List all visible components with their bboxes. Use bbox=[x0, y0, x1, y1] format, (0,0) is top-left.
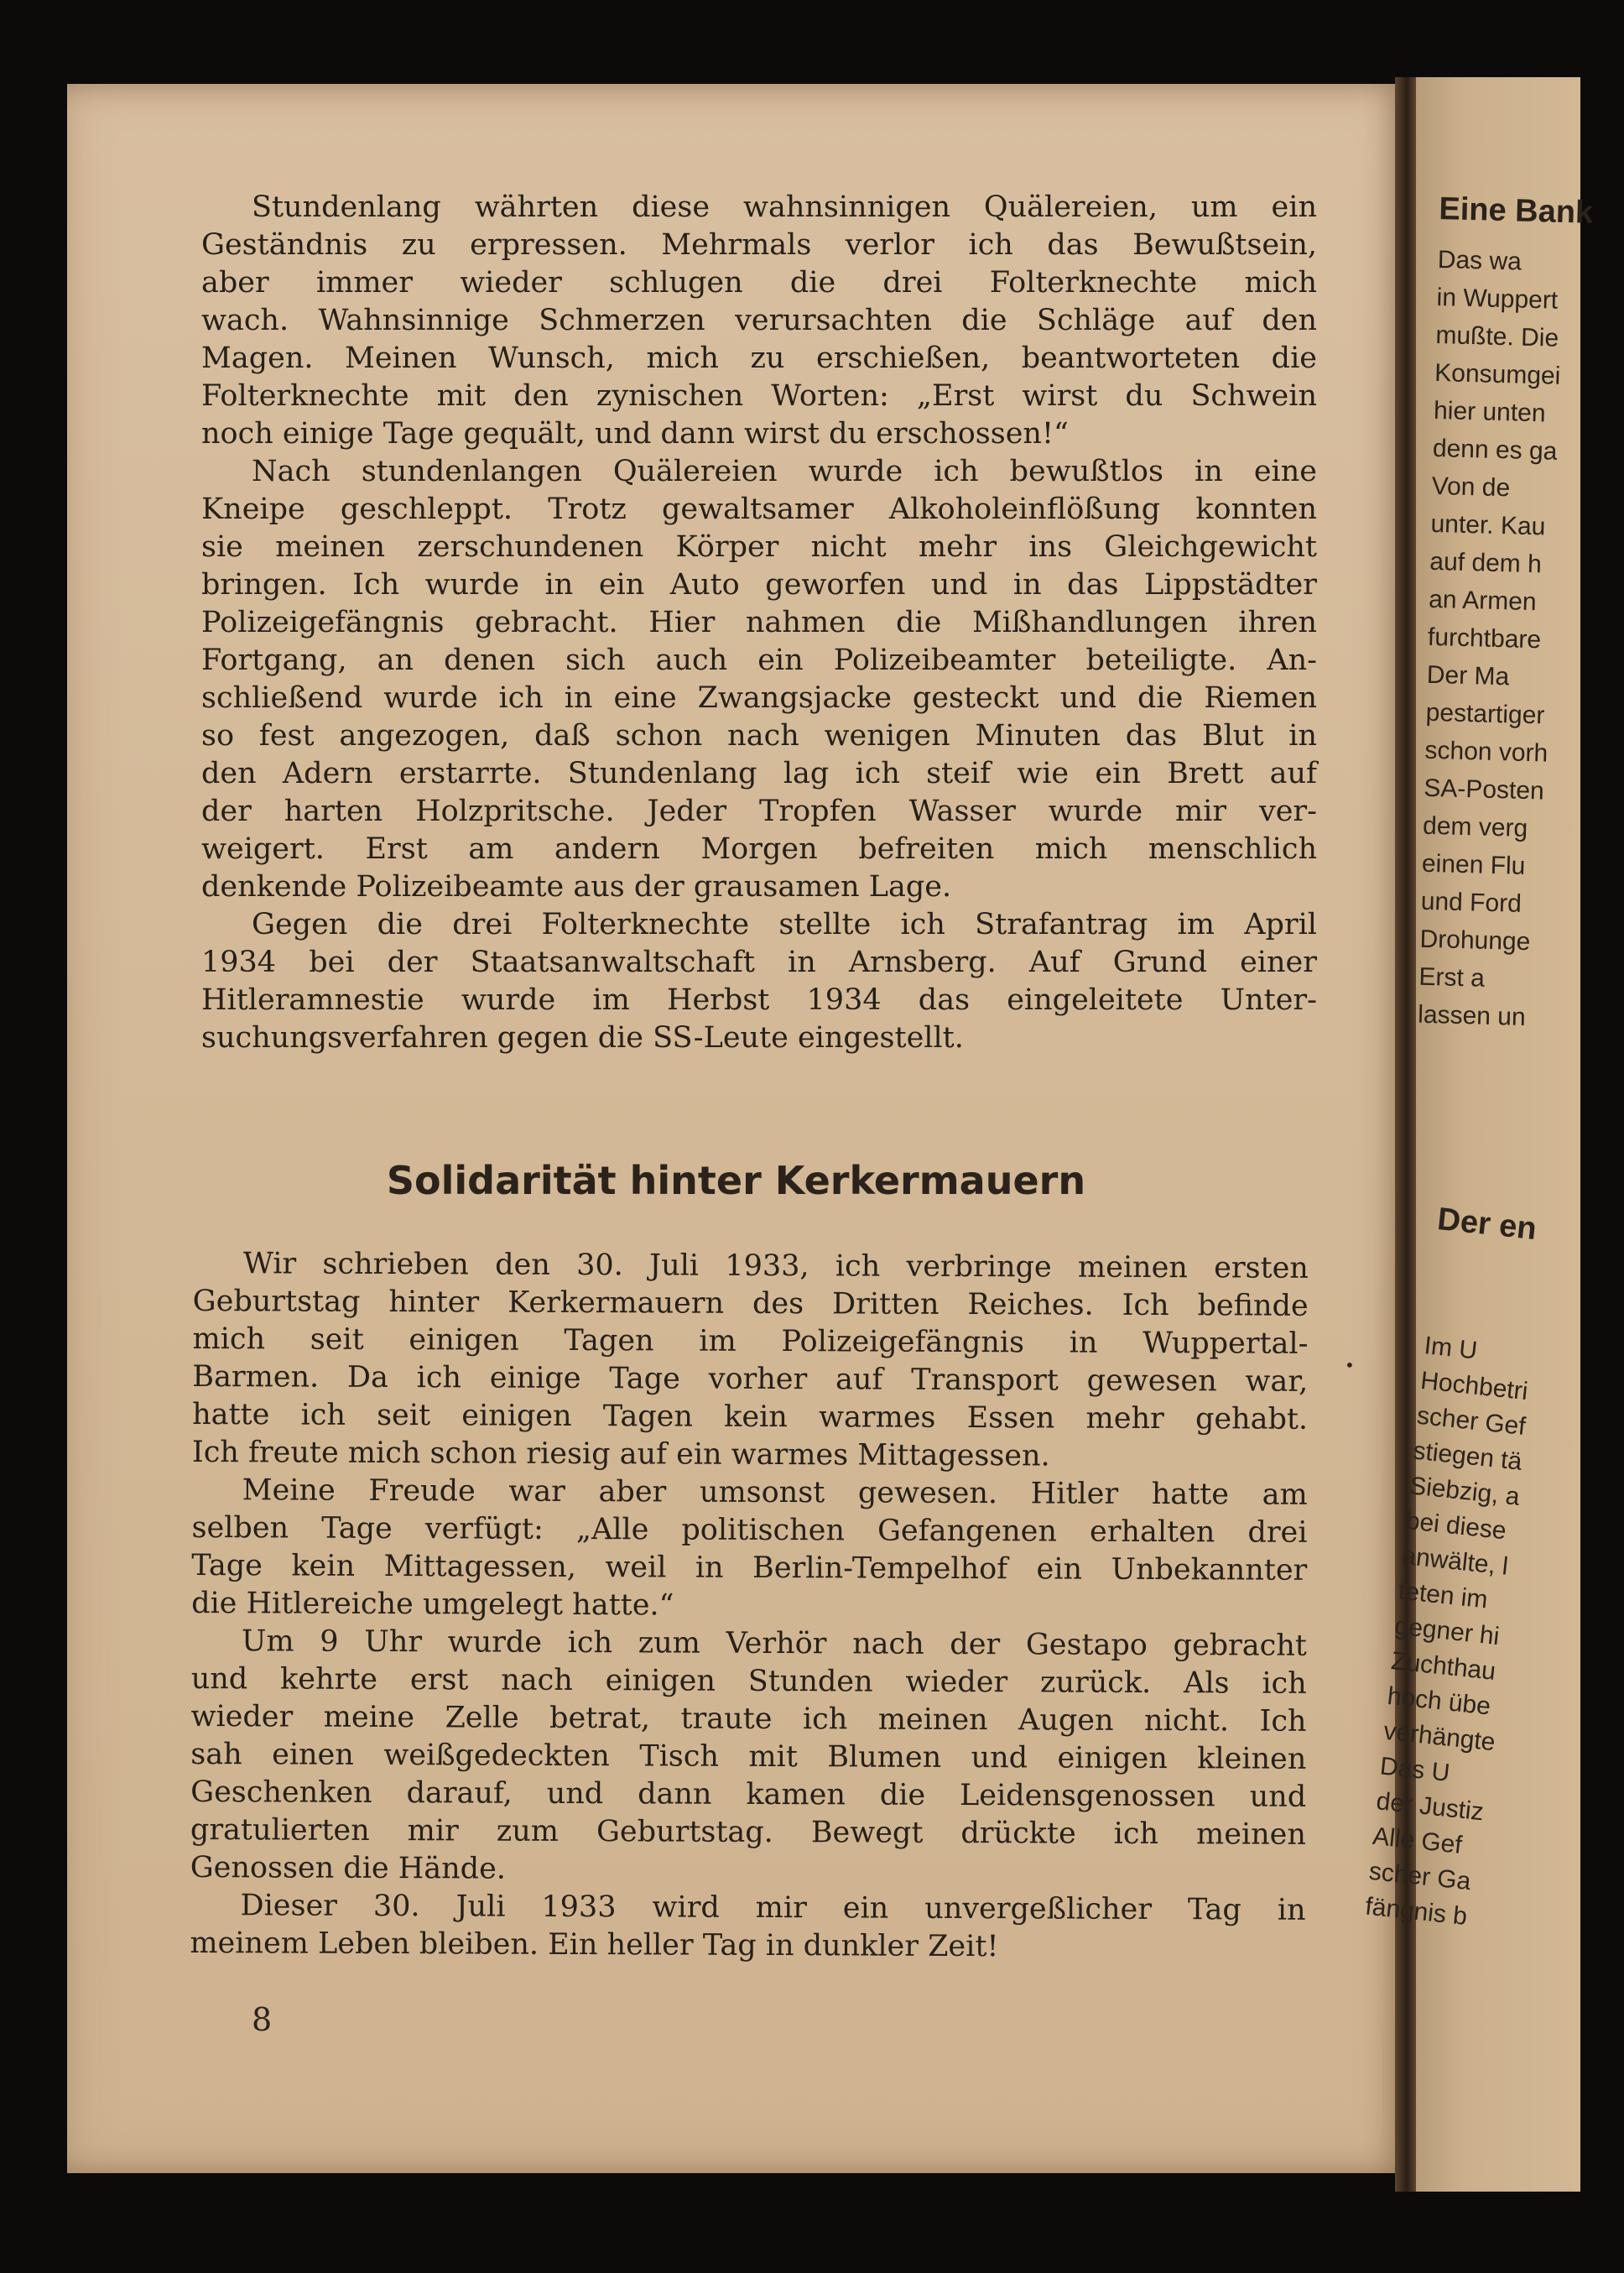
text-line: Konsumgei bbox=[1434, 358, 1561, 390]
text-line: selben Tage verfügt: „Alle politischen Gefangenen erhalten drei bbox=[191, 1510, 1308, 1550]
right-page-top-text bbox=[1418, 190, 1624, 1038]
text-line: Fortgang, an denen sich auch ein Polizeibeamter beteiligte. An- bbox=[201, 644, 1317, 677]
text-line: suchungsverfahren gegen die SS-Leute eingestellt. bbox=[201, 1021, 964, 1055]
text-block-top bbox=[201, 189, 1317, 1057]
text-line: pestartiger bbox=[1425, 698, 1545, 730]
paragraph bbox=[190, 1887, 1305, 1968]
text-line: SA-Posten bbox=[1423, 774, 1545, 805]
text-line: furchtbare bbox=[1427, 623, 1542, 654]
text-block-bottom bbox=[190, 1245, 1309, 1968]
text-line: Siebzig, a bbox=[1408, 1472, 1522, 1511]
text-line: verhängte bbox=[1382, 1717, 1497, 1757]
text-line: gratulierten mir zum Geburtstag. Bewegt drückte ich meinen bbox=[190, 1812, 1307, 1852]
text-line: Magen. Meinen Wunsch, mich zu erschießen, beantworteten die bbox=[201, 341, 1317, 375]
text-line: wieder meine Zelle betrat, traute ich meinen Augen nicht. Ich bbox=[190, 1699, 1307, 1739]
text-line: hoch übe bbox=[1386, 1681, 1492, 1721]
text-line: in Wuppert bbox=[1436, 283, 1559, 315]
page-number: 8 bbox=[252, 2001, 273, 2038]
text-line: Dieser 30. Juli 1933 wird mir ein unvergeßlicher Tag in bbox=[240, 1889, 1306, 1927]
text-line: teten im bbox=[1397, 1577, 1490, 1614]
text-line: mich seit einigen Tagen im Polizeigefängnis in Wuppertal- bbox=[192, 1322, 1309, 1361]
text-line: Gegen die drei Folterknechte stellte ich Strafantrag im April bbox=[252, 908, 1317, 941]
text-line: Hochbetri bbox=[1418, 1366, 1530, 1406]
text-line: Geständnis zu erpressen. Mehrmals verlor ich das Bewußtsein, bbox=[201, 228, 1317, 262]
text-line: wach. Wahnsinnige Schmerzen verursachten die Schläge auf den bbox=[201, 304, 1317, 337]
text-line: Nach stundenlangen Quälereien wurde ich bewußtlos in eine bbox=[252, 455, 1317, 488]
text-line: scher Gef bbox=[1415, 1401, 1528, 1441]
text-line: Ich freute mich schon riesig auf ein warmes Mittagessen. bbox=[191, 1435, 1050, 1473]
text-line: einen Flu bbox=[1421, 849, 1526, 880]
text-line: meinem Leben bleiben. Ein heller Tag in dunkler Zeit! bbox=[190, 1926, 999, 1964]
paragraph bbox=[201, 189, 1317, 453]
text-line: bei diese bbox=[1404, 1506, 1508, 1546]
text-line: Alle Gef bbox=[1371, 1822, 1464, 1859]
text-line: sah einen weißgedeckten Tisch mit Blumen und einigen kleinen bbox=[190, 1737, 1307, 1776]
right-page bbox=[1364, 77, 1594, 2192]
text-line: scher Ga bbox=[1367, 1857, 1472, 1896]
text-line: Erst a bbox=[1418, 962, 1486, 993]
text-line: weigert. Erst am andern Morgen befreiten mich menschlich bbox=[201, 832, 1317, 866]
text-line: Das U bbox=[1378, 1752, 1451, 1787]
text-line: Kneipe geschleppt. Trotz gewaltsamer Alkoholeinflößung konnten bbox=[201, 493, 1317, 526]
text-line: unter. Kau bbox=[1430, 509, 1546, 541]
text-line: so fest angezogen, daß schon nach wenigen Minuten das Blut in bbox=[201, 719, 1317, 753]
text-line: Von de bbox=[1431, 472, 1511, 503]
text-line: Drohunge bbox=[1419, 925, 1531, 957]
paragraph bbox=[190, 1623, 1307, 1892]
text-line: aber immer wieder schlugen die drei Folterknechte mich bbox=[201, 266, 1317, 300]
text-line: die Hitlereiche umgelegt hatte.“ bbox=[191, 1586, 674, 1623]
text-line: und kehrte erst nach einigen Stunden wieder zurück. Als ich bbox=[190, 1661, 1307, 1701]
text-line: lassen un bbox=[1417, 1000, 1527, 1032]
paragraph bbox=[191, 1472, 1308, 1628]
text-line: Meine Freude war aber umsonst gewesen. Hitler hatte am bbox=[242, 1473, 1308, 1512]
text-line: bringen. Ich wurde in ein Auto geworfen und in das Lippstädter bbox=[201, 568, 1317, 602]
text-line: schon vorh bbox=[1424, 736, 1549, 768]
text-line: Das wa bbox=[1437, 245, 1522, 276]
paragraph bbox=[192, 1245, 1309, 1477]
text-line: der harten Holzpritsche. Jeder Tropfen Wasser wurde mir ver- bbox=[201, 795, 1317, 828]
text-line: denkende Polizeibeamte aus der grausamen Lage. bbox=[201, 870, 952, 904]
text-line: Polizeigefängnis gebracht. Hier nahmen die Mißhandlungen ihren bbox=[201, 606, 1317, 639]
text-line: Wir schrieben den 30. Juli 1933, ich verbringe meinen ersten bbox=[242, 1247, 1309, 1285]
text-line: auf dem h bbox=[1429, 547, 1543, 579]
text-line: und Ford bbox=[1420, 887, 1522, 918]
text-line: stiegen tä bbox=[1412, 1436, 1523, 1476]
text-line: Geburtstag hinter Kerkermauern des Dritten Reiches. Ich befinde bbox=[192, 1284, 1309, 1323]
text-line: fängnis b bbox=[1364, 1892, 1469, 1932]
text-line: den Adern erstarrte. Stundenlang lag ich steif wie ein Brett auf bbox=[201, 757, 1317, 790]
text-line: 1934 bei der Staatsanwaltschaft in Arnsberg. Auf Grund einer bbox=[201, 946, 1317, 979]
text-line: Genossen die Hände. bbox=[190, 1850, 507, 1886]
text-line: dem verg bbox=[1422, 811, 1528, 843]
text-line: gegner hi bbox=[1393, 1612, 1501, 1651]
text-line: noch einige Tage gequält, und dann wirst du erschossen!“ bbox=[201, 417, 1069, 451]
text-line: Hitleramnestie wurde im Herbst 1934 das eingeleitete Unter- bbox=[201, 983, 1317, 1017]
text-line: Zuchthau bbox=[1389, 1647, 1497, 1686]
right-page-heading-top: Eine Bank bbox=[1438, 190, 1594, 231]
text-line: Geschenken darauf, und dann kamen die Leidensgenossen und bbox=[190, 1775, 1307, 1814]
text-line: hier unten bbox=[1433, 396, 1546, 428]
text-line: sie meinen zerschundenen Körper nicht mehr ins Gleichgewicht bbox=[201, 530, 1317, 564]
text-line: Barmen. Da ich einige Tage vorher auf Transport gewesen war, bbox=[192, 1359, 1309, 1399]
text-line: Stundenlang währten diese wahnsinnigen Quälereien, um ein bbox=[252, 190, 1317, 224]
text-line: hatte ich seit einigen Tagen kein warmes Essen mehr gehabt. bbox=[192, 1397, 1309, 1436]
paragraph bbox=[201, 453, 1317, 906]
text-line: Um 9 Uhr wurde ich zum Verhör nach der Gestapo gebracht bbox=[241, 1624, 1308, 1663]
text-line: Tage kein Mittagessen, weil in Berlin-Tempelhof ein Unbekannter bbox=[191, 1548, 1308, 1587]
ink-dot: • bbox=[1345, 1355, 1355, 1375]
text-line: an Armen bbox=[1428, 585, 1538, 617]
text-line: mußte. Die bbox=[1435, 321, 1559, 352]
right-page-heading-bottom: Der en bbox=[1435, 1202, 1538, 1248]
text-line: der Justiz bbox=[1375, 1787, 1486, 1827]
text-line: Der Ma bbox=[1426, 660, 1510, 691]
section-heading: Solidarität hinter Kerkermauern bbox=[386, 1158, 1086, 1203]
text-line: Im U bbox=[1423, 1332, 1479, 1365]
text-line: Folterknechte mit den zynischen Worten: „Erst wirst du Schwein bbox=[201, 379, 1317, 413]
text-line: schließend wurde ich in eine Zwangsjacke gesteckt und die Riemen bbox=[201, 681, 1317, 715]
text-line: anwälte, l bbox=[1400, 1541, 1510, 1581]
paragraph bbox=[201, 906, 1317, 1057]
text-line: denn es ga bbox=[1432, 434, 1558, 466]
